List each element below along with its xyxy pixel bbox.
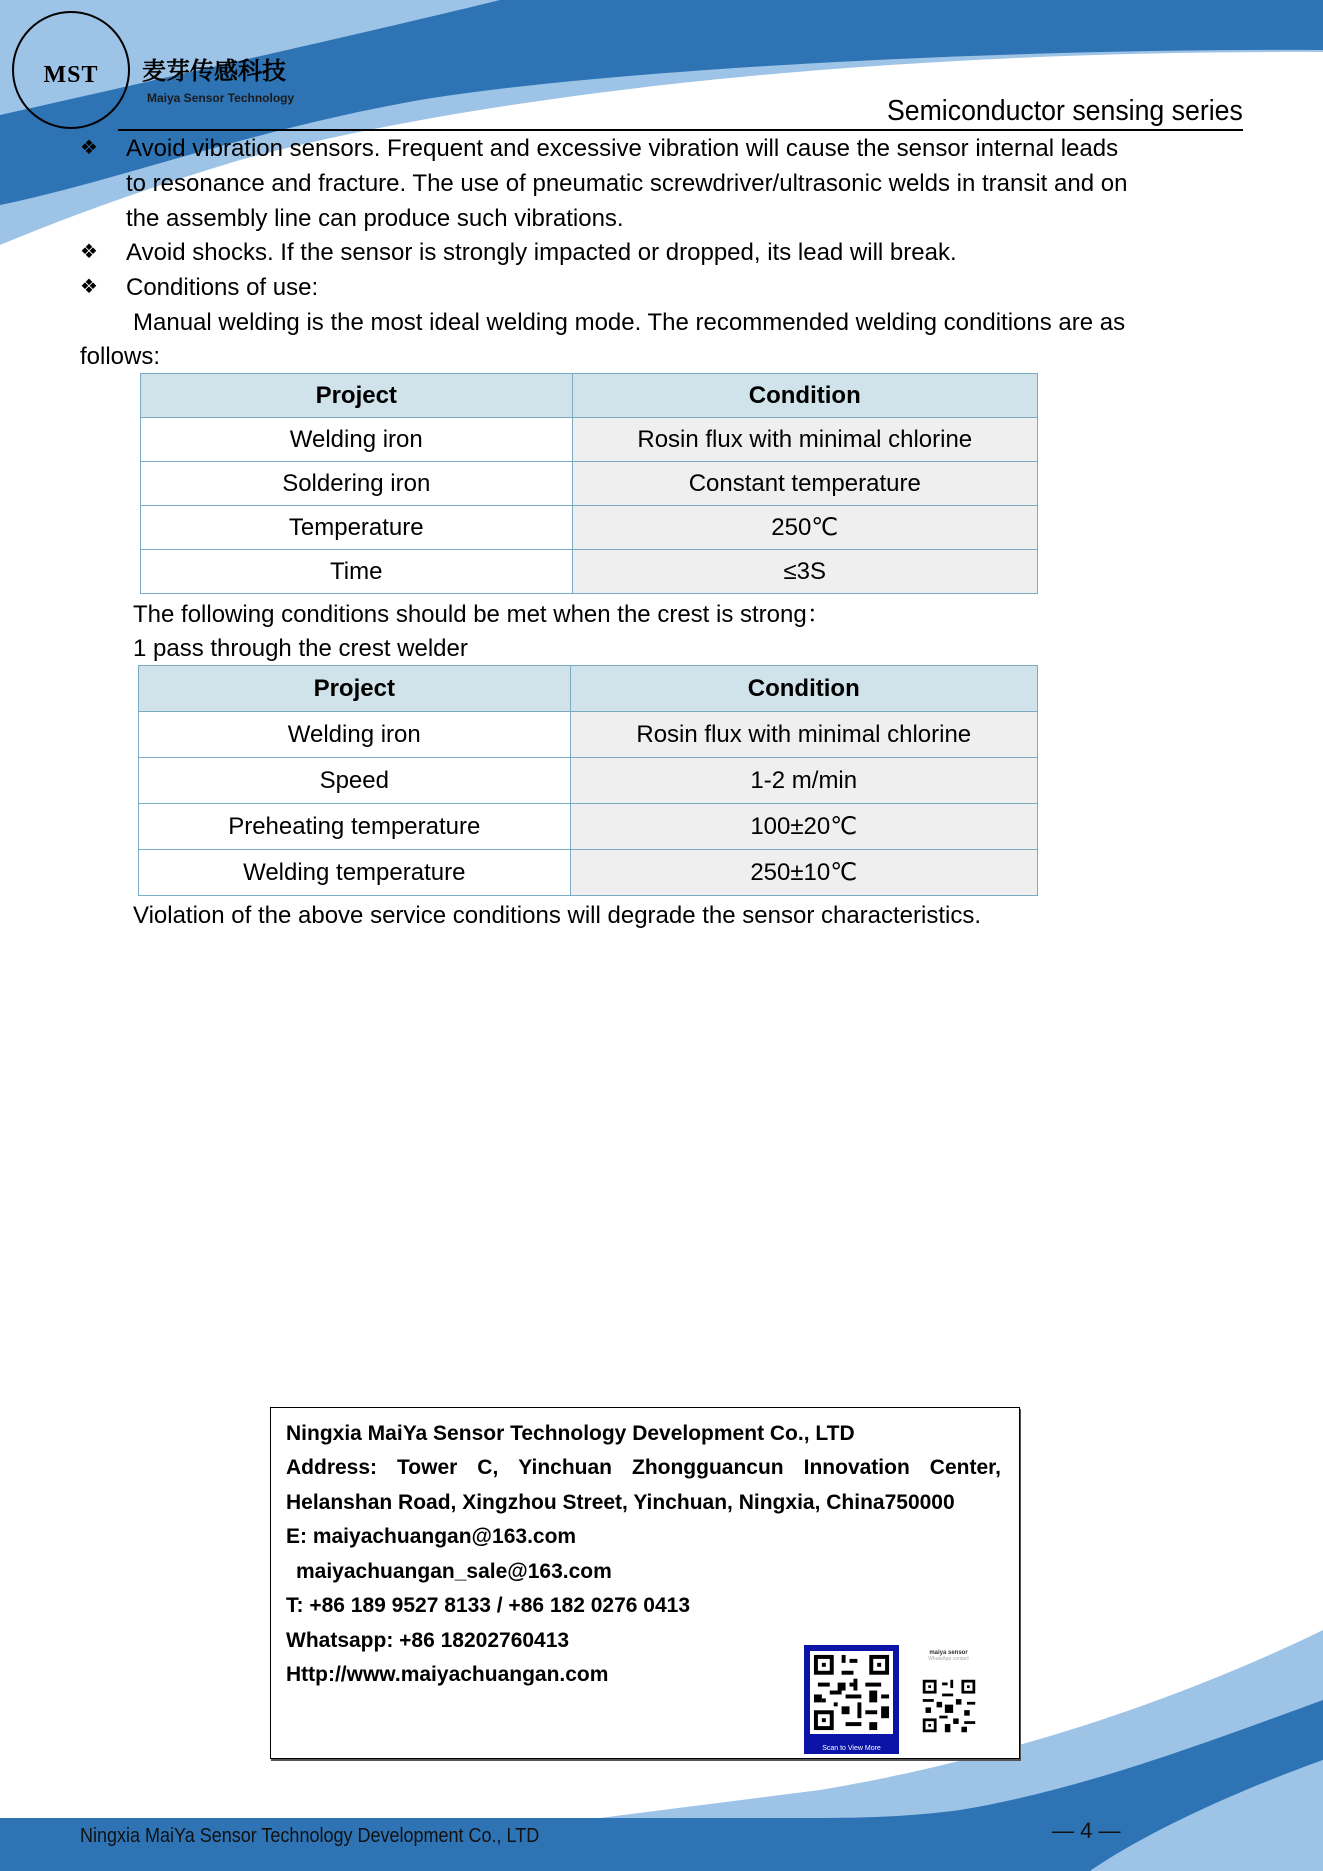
logo-english-name: Maiya Sensor Technology <box>147 91 295 105</box>
address-word: Innovation <box>803 1456 910 1479</box>
logo-chinese-name: 麦芽传感科技 <box>142 57 286 85</box>
table-row <box>141 418 1038 462</box>
column-header-condition: Condition <box>570 666 1037 712</box>
cell-condition: 1-2 m/min <box>570 758 1037 804</box>
cell-project: Speed <box>139 758 571 804</box>
intro-text: Manual welding is the most ideal welding mode. The recommended welding conditions are as <box>133 309 1126 336</box>
cell-project: Welding iron <box>139 712 571 758</box>
cell-condition: Rosin flux with minimal chlorine <box>572 418 1037 462</box>
crest-welding-table <box>138 665 1038 896</box>
crest-intro-text: The following conditions should be met when the crest is strong： <box>133 601 831 628</box>
table-row <box>139 850 1038 896</box>
logo-mark: MST <box>43 62 99 88</box>
cell-condition: ≤3S <box>572 550 1037 594</box>
address-word: Tower <box>397 1456 458 1479</box>
series-title: Semiconductor sensing series <box>887 95 1243 127</box>
address-word: Address: <box>286 1456 378 1479</box>
table-row <box>141 506 1038 550</box>
cell-project: Welding iron <box>141 418 573 462</box>
bullet-line: Avoid vibration sensors. Frequent and excessive vibration will cause the sensor internal leads <box>126 135 1119 162</box>
intro-text-cont: follows: <box>80 343 161 370</box>
qr-code-icon <box>810 1651 893 1734</box>
cell-condition: 250±10℃ <box>570 850 1037 896</box>
cell-condition: Constant temperature <box>572 462 1037 506</box>
contact-email-sales[interactable]: maiyachuangan_sale@163.com <box>296 1560 612 1583</box>
contact-company: Ningxia MaiYa Sensor Technology Development Co., LTD <box>286 1422 855 1445</box>
contact-email[interactable]: E: maiyachuangan@163.com <box>286 1525 577 1548</box>
contact-address-line2: Helanshan Road, Xingzhou Street, Yinchuan, Ningxia, China750000 <box>286 1491 955 1514</box>
cell-project: Temperature <box>141 506 573 550</box>
diamond-bullet-icon: ❖ <box>80 137 98 159</box>
bullet-text: Conditions of use: <box>126 274 319 301</box>
bullet-item <box>80 270 1240 305</box>
contact-website-link[interactable]: Http://www.maiyachuangan.com <box>286 1663 609 1686</box>
diamond-bullet-icon: ❖ <box>80 241 98 263</box>
contact-whatsapp: Whatsapp: +86 18202760413 <box>286 1629 570 1652</box>
address-word: C, <box>477 1456 499 1479</box>
contact-info-box <box>270 1407 1020 1759</box>
violation-note: Violation of the above service conditions will degrade the sensor characteristics. <box>133 902 982 929</box>
diamond-bullet-icon: ❖ <box>80 276 98 298</box>
bullet-item <box>80 131 1240 236</box>
bullet-line: the assembly line can produce such vibrations. <box>126 205 624 232</box>
cell-project: Preheating temperature <box>139 804 571 850</box>
cell-condition: 100±20℃ <box>570 804 1037 850</box>
address-word: Zhongguancun <box>632 1456 784 1479</box>
table-row <box>139 712 1038 758</box>
crest-step-text: 1 pass through the crest welder <box>133 635 468 662</box>
website-qr-code <box>804 1645 899 1754</box>
page-number: — 4 — <box>1052 1818 1121 1843</box>
column-header-project: Project <box>141 374 573 418</box>
contact-phone: T: +86 189 9527 8133 / +86 182 0276 0413 <box>286 1594 691 1617</box>
welding-conditions-table <box>140 373 1038 594</box>
table-row <box>141 550 1038 594</box>
whatsapp-qr-code <box>911 1648 986 1752</box>
table-row <box>141 462 1038 506</box>
qr-caption: Scan to View More <box>822 1745 881 1752</box>
column-header-condition: Condition <box>572 374 1037 418</box>
qr-title: maiya sensor <box>929 1650 968 1656</box>
cell-condition: Rosin flux with minimal chlorine <box>570 712 1037 758</box>
cell-project: Welding temperature <box>139 850 571 896</box>
footer-company-name: Ningxia MaiYa Sensor Technology Development Co., LTD <box>80 1825 540 1847</box>
contact-address-line1 <box>286 1456 1001 1480</box>
cell-condition: 250℃ <box>572 506 1037 550</box>
bullet-item <box>80 235 1240 270</box>
qr-subtitle: WhatsApp contact <box>928 1656 969 1662</box>
column-header-project: Project <box>139 666 571 712</box>
cell-project: Soldering iron <box>141 462 573 506</box>
cell-project: Time <box>141 550 573 594</box>
address-word: Yinchuan <box>518 1456 613 1479</box>
table-header-row <box>141 374 1038 418</box>
table-header-row <box>139 666 1038 712</box>
table-row <box>139 758 1038 804</box>
bullet-text <box>126 131 1240 236</box>
table-row <box>139 804 1038 850</box>
address-word: Center, <box>929 1456 1001 1479</box>
qr-code-icon <box>920 1677 978 1735</box>
bullet-text: Avoid shocks. If the sensor is strongly impacted or dropped, its lead will break. <box>126 239 957 266</box>
bullet-line: to resonance and fracture. The use of pneumatic screwdriver/ultrasonic welds in transit and on <box>126 170 1128 197</box>
